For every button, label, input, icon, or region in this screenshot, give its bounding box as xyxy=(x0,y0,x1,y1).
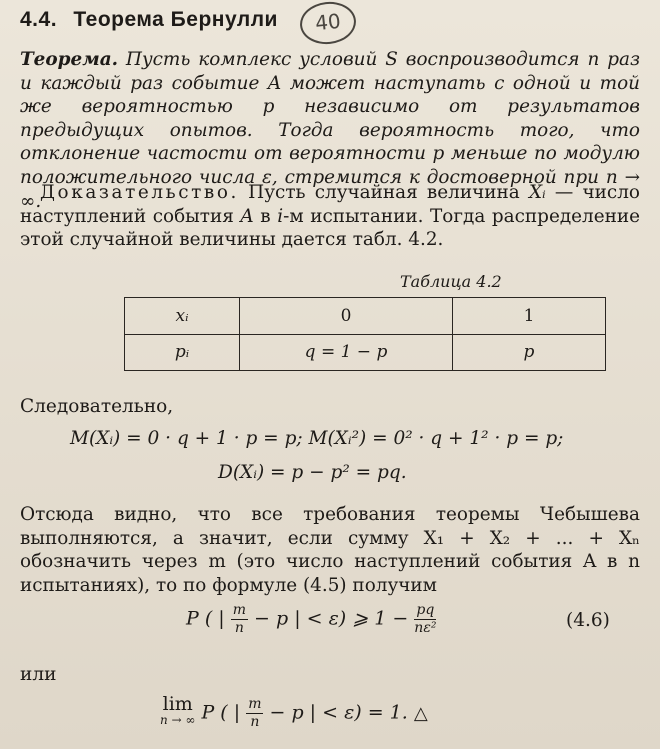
fraction-denominator: nε² xyxy=(414,620,437,636)
variable-a: A xyxy=(240,205,254,227)
table-row xyxy=(125,334,606,371)
formula-part: P ( | xyxy=(195,701,247,724)
section-number: 4.4. xyxy=(20,8,58,31)
theorem-text: Пусть комплекс условий S воспроизводится n раз и каждый раз событие A может наступать с одной и той же вероятностью p независимо от результатов предыдущих опытов. Тогда вероятность того, что отклонение частости от вероятности p меньше по модулю положительного числа ε, стремится к достоверной при n → ∞. xyxy=(20,49,640,212)
distribution-table xyxy=(124,297,606,371)
chebyshev-paragraph: Отсюда видно, что все требования теоремы Чебышева выполняются, а значит, если сумму X₁ + X₂ + ... + Xₙ обозначить через m (это число наступлений события A в n испытаниях), то по формуле (4.5) получим xyxy=(20,504,640,596)
section-heading xyxy=(20,8,278,32)
table-cell: xᵢ xyxy=(125,298,240,335)
limit-formula xyxy=(160,693,428,731)
proof-text: в xyxy=(253,205,278,227)
equation-variance: D(Xᵢ) = p − p² = pq. xyxy=(218,462,407,483)
fraction-m-n xyxy=(231,602,248,637)
equation-number: (4.6) xyxy=(566,610,610,631)
formula-part: − p | < ε) = 1. xyxy=(263,701,408,724)
fraction-m-n xyxy=(246,696,263,731)
lim-text: lim xyxy=(162,693,193,715)
formula-part: P ( | xyxy=(186,607,231,630)
end-of-proof-mark: △ xyxy=(413,702,428,724)
fraction-pq-ne2 xyxy=(414,602,436,637)
table-cell: 0 xyxy=(240,298,453,335)
fraction-numerator: m xyxy=(232,602,246,618)
proof-label: Доказательство. xyxy=(40,182,239,203)
therefore-text: Следовательно, xyxy=(20,396,174,417)
table-cell: p xyxy=(453,334,606,371)
formula-part: − p | < ε) ⩾ 1 − xyxy=(248,607,415,630)
theorem-label: Теорема. xyxy=(20,49,119,70)
fraction-numerator: m xyxy=(248,696,262,712)
fraction-denominator: n xyxy=(250,714,260,730)
variable-xi: Xᵢ xyxy=(528,182,546,203)
table-row xyxy=(125,298,606,335)
fraction-numerator: pq xyxy=(414,602,436,620)
or-label: или xyxy=(20,664,57,685)
proof-text: — число наступлений события xyxy=(20,182,640,227)
fraction-denominator: n xyxy=(234,620,244,636)
proof-text: Пусть случайная величина xyxy=(238,182,529,203)
table-caption: Таблица 4.2 xyxy=(400,272,502,291)
equation-expectation: M(Xᵢ) = 0 · q + 1 · p = p; M(Xᵢ²) = 0² · q + 1² · p = p; xyxy=(70,428,564,449)
proof-paragraph xyxy=(20,181,640,252)
variable-i: i xyxy=(277,205,284,227)
limit-operator xyxy=(160,693,196,728)
table-cell: q = 1 − p xyxy=(240,334,453,371)
proof-text: -м испытании. Тогда распределение этой случайной величины дается табл. 4.2. xyxy=(20,205,641,251)
table-cell: 1 xyxy=(453,298,606,335)
table-cell: pᵢ xyxy=(125,334,240,371)
handwritten-page-note: 40 xyxy=(298,0,358,47)
lim-subscript: n → ∞ xyxy=(160,713,196,727)
section-title: Теорема Бернулли xyxy=(73,8,278,31)
formula-4-6 xyxy=(186,602,436,637)
